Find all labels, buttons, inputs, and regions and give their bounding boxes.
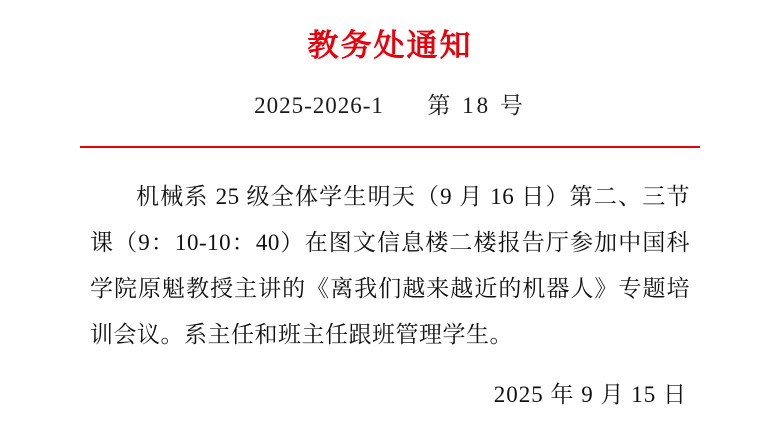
page-title: 教务处通知 xyxy=(307,28,473,64)
document-body xyxy=(90,174,690,358)
body-paragraph: 机械系 25 级全体学生明天（9 月 16 日）第二、三节课（9：10-10：40）在图文信息楼二楼报告厅参加中国科学院原魁教授主讲的《离我们越来越近的机器人》专题培训会议。系主任和班主任跟班管理学生。 xyxy=(90,184,690,348)
document-subtitle xyxy=(0,65,780,120)
document-date: 2025 年 9 月 15 日 xyxy=(493,382,687,408)
red-divider-rule xyxy=(80,146,700,148)
academic-year-label: 2025-2026-1 xyxy=(254,93,384,119)
issue-number-label: 第 18 号 xyxy=(427,93,526,119)
